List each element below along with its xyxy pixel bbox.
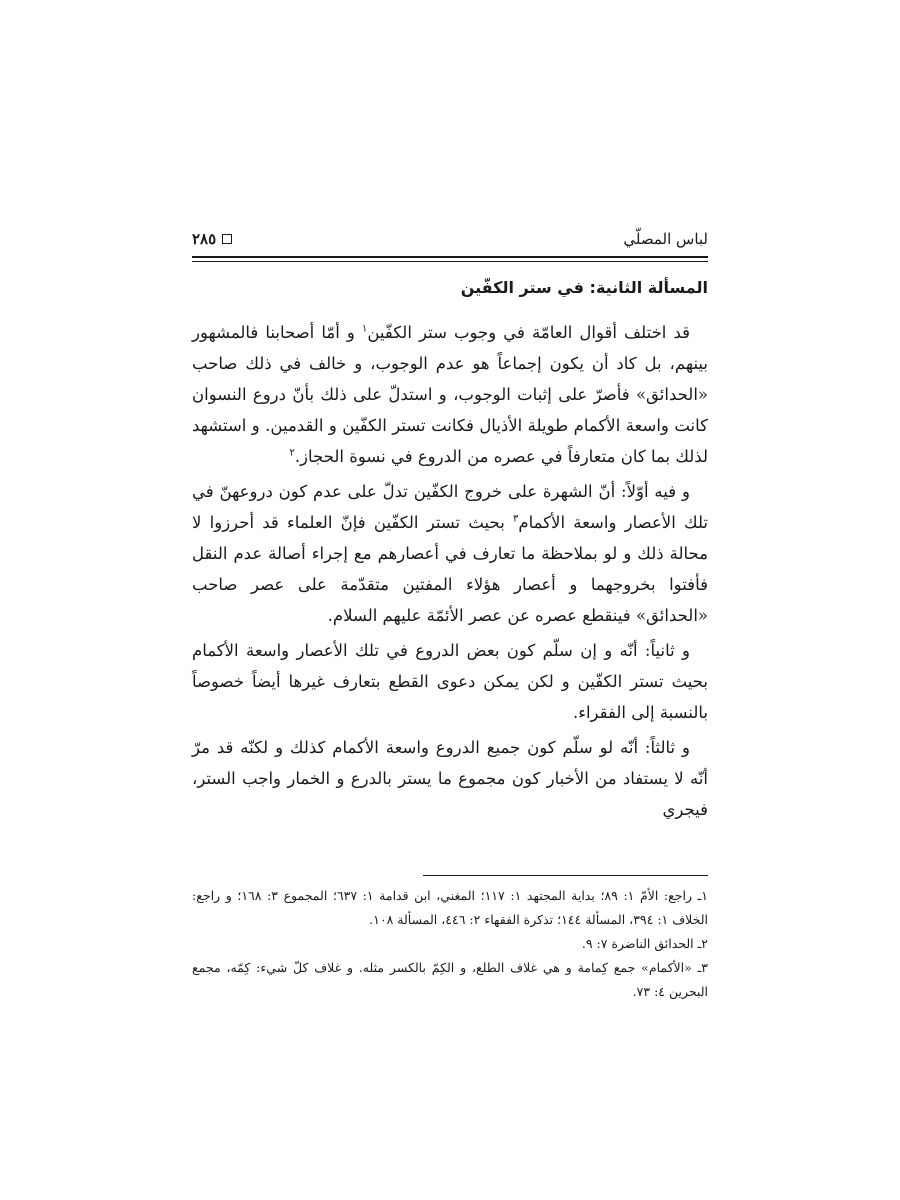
footnote-ref-3: ٣ [513, 513, 519, 525]
footnotes [192, 884, 708, 1004]
section-heading: المسألة الثانية: في ستر الكفّين [460, 278, 708, 297]
header-rule-thin [192, 261, 708, 262]
paragraph-1-part-a: قد اختلف أقوال العامّة في وجوب ستر الكفّين [367, 323, 690, 342]
paragraph-2 [192, 476, 708, 631]
page-number-group [192, 230, 232, 248]
footnote-rule [423, 875, 708, 876]
paragraph-3: و ثانياً: أنّه و إن سلّم كون بعض الدروع في تلك الأعصار واسعة الأكمام بحيث تستر الكفّين و لكن يمكن دعوى القطع بتعارف غيرها أيضاً خصوصاً بالنسبة إلى الفقراء. [192, 641, 708, 722]
paragraph-2-part-a: و فيه أوّلاً: أنّ الشهرة على خروج الكفّين تدلّ على عدم كون دروعهنّ في تلك الأعصار واسعة الأكمام [192, 482, 708, 532]
page-number: ٢٨٥ [192, 230, 217, 248]
footnote-ref-1: ١ [361, 323, 368, 335]
footnote-3: ٣ـ «الأكمام» جمع كِمامة و هي غلاف الطلع، و الكِمّ بالكسر مثله. و غلاف كلّ شيء: كِمّه، مجمع البحرين ٤: ٧٣. [192, 960, 708, 999]
running-title: لباس المصلّي [623, 230, 708, 248]
paragraph-2-part-b: بحيث تستر الكفّين فإنّ العلماء قد أحرزوا لا محالة ذلك و لو بملاحظة ما تعارف في أعصارهم مع إجراء أصالة عدم النقل فأفتوا بخروجهما و أعصار هؤلاء المفتين متقدّمة على عصر صاحب «الحدائق» فينقطع عصره عن عصر الأئمّة عليهم السلام. [192, 513, 708, 625]
paragraph-1 [192, 317, 708, 472]
footnote-ref-2: ٢ [289, 447, 295, 459]
paragraph-4: و ثالثاً: أنّه لو سلّم كون جميع الدروع واسعة الأكمام كذلك و لكنّه قد مرّ أنّه لا يستفاد من الأخبار كون مجموع ما يستر بالدرع و الخمار واجب الستر، فيجري [192, 738, 708, 819]
footnote-1: ١ـ راجع: الأمّ ١: ٨٩؛ بداية المجتهد ١: ١١٧؛ المغني، ابن قدامة ١: ٦٣٧؛ المجموع ٣: ١٦٨؛ و راجع: الخلاف ١: ٣٩٤، المسألة ١٤٤؛ تذكرة الفقهاء ٢: ٤٤٦، المسألة ١٠٨. [192, 888, 709, 927]
main-text [192, 270, 708, 829]
page-header [192, 226, 708, 252]
square-icon [222, 234, 232, 244]
paragraph-1-part-b: و أمّا أصحابنا فالمشهور بينهم، بل كاد أن يكون إجماعاً هو عدم الوجوب، و خالف في ذلك صاحب «الحدائق» فأصرّ على إثبات الوجوب، و استدلّ على ذلك بأنّ دروع النسوان كانت واسعة الأكمام طويلة الأذيال فكانت تستر الكفّين و القدمين. و استشهد لذلك بما كان متعارفاً في عصره من الدروع في نسوة الحجاز. [192, 323, 708, 466]
footnote-2: ٢ـ الحدائق الناضرة ٧: ٩. [581, 936, 708, 951]
header-rule-thick [192, 256, 708, 258]
